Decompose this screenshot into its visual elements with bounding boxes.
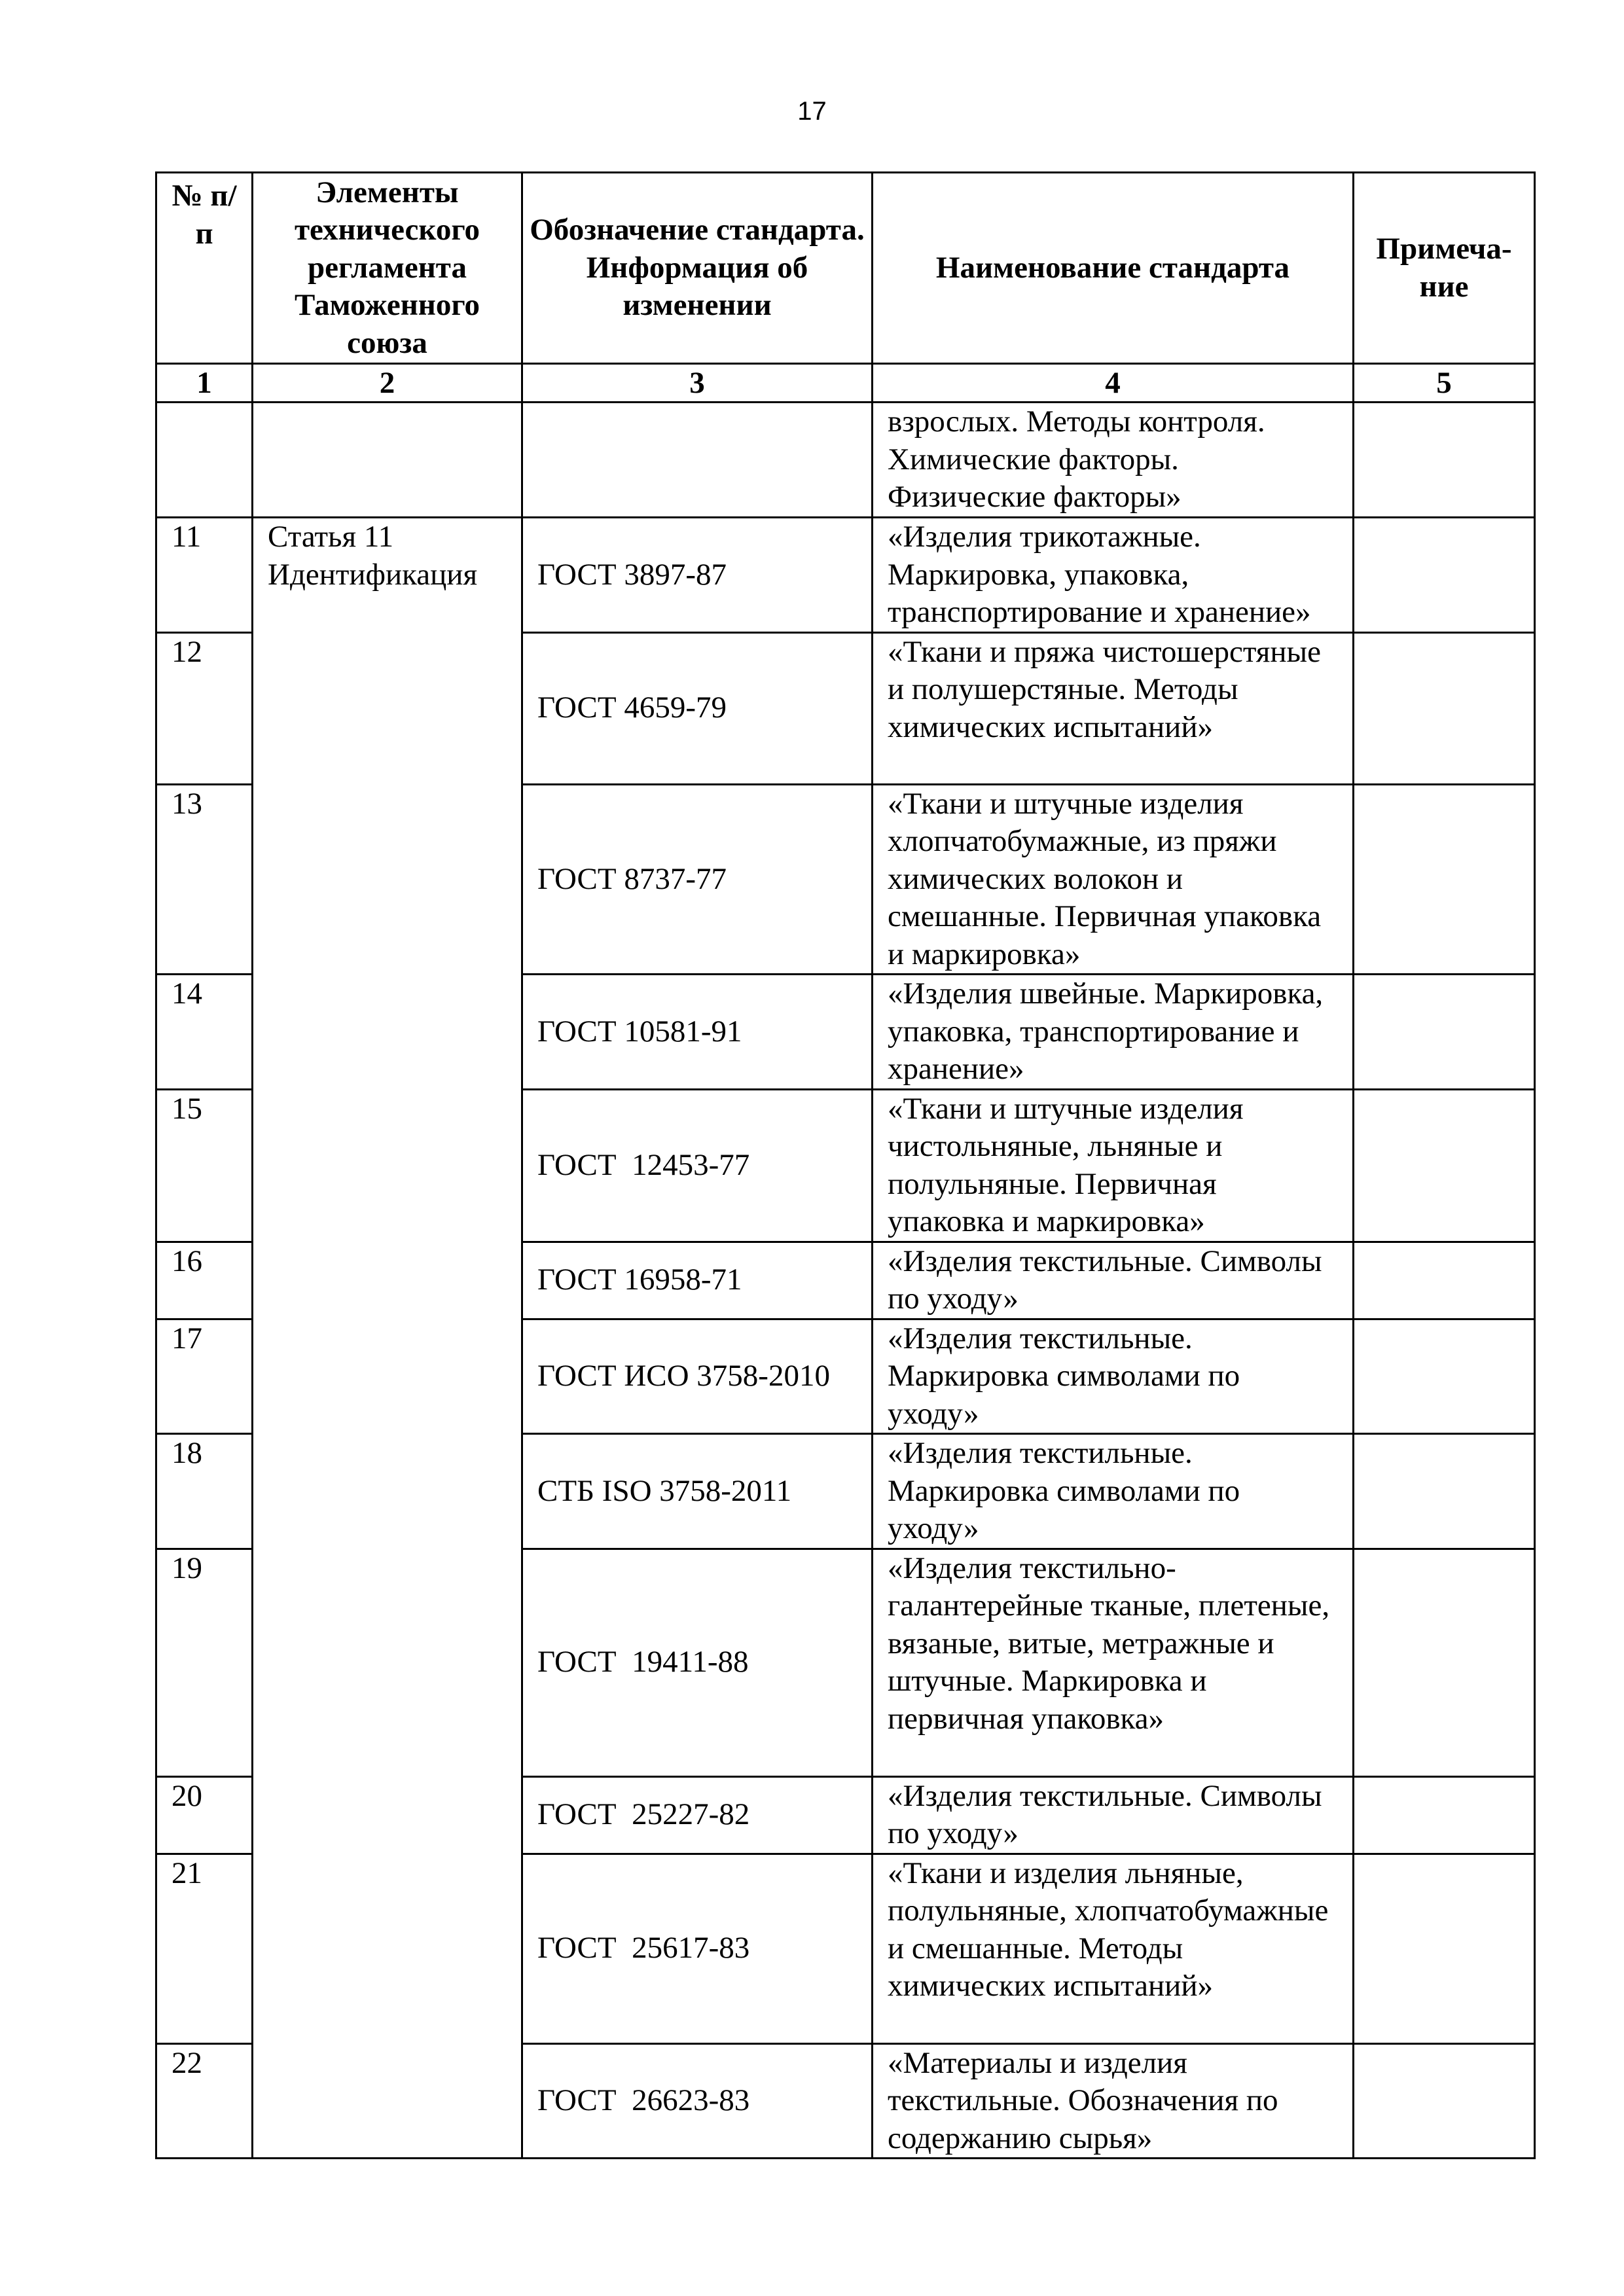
standard-name: «Изделия текстильно-галантерейные тканые, плетеные, вязаные, витые, метражные и штучные. Маркировка и первичная упаковка» bbox=[873, 1549, 1354, 1776]
row-number: 21 bbox=[156, 1854, 253, 2043]
row-number: 16 bbox=[156, 1242, 253, 1319]
note-cell bbox=[1354, 1776, 1535, 1854]
regulation-element: Статья 11 Идентификация bbox=[253, 518, 522, 2159]
note-cell bbox=[1354, 1549, 1535, 1776]
standards-table bbox=[155, 171, 1536, 2159]
standard-code: ГОСТ 3897-87 bbox=[522, 518, 873, 633]
note-cell bbox=[1354, 1089, 1535, 1242]
row-number: 17 bbox=[156, 1319, 253, 1434]
page-number: 17 bbox=[797, 97, 827, 126]
standard-name: «Ткани и изделия льняные, полульняные, хлопчатобумажные и смешанные. Методы химических испытаний» bbox=[873, 1854, 1354, 2043]
header-element: Элементы технического регламента Таможенного союза bbox=[253, 173, 522, 364]
continuation-row bbox=[156, 403, 1535, 518]
header-note: Примеча-ние bbox=[1354, 173, 1535, 364]
header-standard-name: Наименование стандарта bbox=[873, 173, 1354, 364]
note-cell bbox=[1354, 632, 1535, 784]
standard-code: ГОСТ 26623-83 bbox=[522, 2043, 873, 2159]
note-cell bbox=[1354, 2043, 1535, 2159]
note-cell bbox=[1354, 1434, 1535, 1549]
standard-name: «Изделия текстильные. Символы по уходу» bbox=[873, 1776, 1354, 1854]
row-number: 19 bbox=[156, 1549, 253, 1776]
row-number: 13 bbox=[156, 784, 253, 975]
row-number: 20 bbox=[156, 1776, 253, 1854]
table-row bbox=[156, 518, 1535, 633]
note-cell bbox=[1354, 784, 1535, 975]
row-number: 18 bbox=[156, 1434, 253, 1549]
header-number: № п/п bbox=[156, 173, 253, 364]
column-number: 5 bbox=[1354, 364, 1535, 403]
standard-code: ГОСТ 16958-71 bbox=[522, 1242, 873, 1319]
row-number: 14 bbox=[156, 975, 253, 1090]
note-cell bbox=[1354, 1242, 1535, 1319]
standard-name: «Ткани и штучные изделия хлопчатобумажные, из пряжи химических волокон и смешанные. Первичная упаковка и маркировка» bbox=[873, 784, 1354, 975]
column-number: 2 bbox=[253, 364, 522, 403]
row-number: 15 bbox=[156, 1089, 253, 1242]
note-cell bbox=[1354, 1319, 1535, 1434]
column-number: 3 bbox=[522, 364, 873, 403]
standard-name: «Ткани и пряжа чистошерстяные и полушерстяные. Методы химических испытаний» bbox=[873, 632, 1354, 784]
standard-code: ГОСТ 8737-77 bbox=[522, 784, 873, 975]
standard-code: ГОСТ 19411-88 bbox=[522, 1549, 873, 1776]
header-designation: Обозначение стандарта. Информация об изменении bbox=[522, 173, 873, 364]
row-number: 22 bbox=[156, 2043, 253, 2159]
standard-name: «Изделия текстильные. Маркировка символами по уходу» bbox=[873, 1319, 1354, 1434]
standard-name: «Изделия трикотажные. Маркировка, упаковка, транспортирование и хранение» bbox=[873, 518, 1354, 633]
standard-name: «Материалы и изделия текстильные. Обозначения по содержанию сырья» bbox=[873, 2043, 1354, 2159]
standard-code: ГОСТ 25617-83 bbox=[522, 1854, 873, 2043]
standard-code: ГОСТ 4659-79 bbox=[522, 632, 873, 784]
column-number-row bbox=[156, 364, 1535, 403]
column-number: 1 bbox=[156, 364, 253, 403]
standard-code: ГОСТ 25227-82 bbox=[522, 1776, 873, 1854]
standard-name-continuation: взрослых. Методы контроля. Химические факторы. Физические факторы» bbox=[873, 403, 1354, 518]
row-number: 11 bbox=[156, 518, 253, 633]
note-cell bbox=[1354, 975, 1535, 1090]
standard-name: «Изделия швейные. Маркировка, упаковка, транспортирование и хранение» bbox=[873, 975, 1354, 1090]
standard-name: «Изделия текстильные. Маркировка символами по уходу» bbox=[873, 1434, 1354, 1549]
standard-code: СТБ ISO 3758-2011 bbox=[522, 1434, 873, 1549]
standard-code: ГОСТ ИСО 3758-2010 bbox=[522, 1319, 873, 1434]
header-row bbox=[156, 173, 1535, 364]
row-number: 12 bbox=[156, 632, 253, 784]
column-number: 4 bbox=[873, 364, 1354, 403]
standard-code: ГОСТ 10581-91 bbox=[522, 975, 873, 1090]
standard-name: «Изделия текстильные. Символы по уходу» bbox=[873, 1242, 1354, 1319]
standard-code: ГОСТ 12453-77 bbox=[522, 1089, 873, 1242]
standard-name: «Ткани и штучные изделия чистольняные, льняные и полульняные. Первичная упаковка и маркировка» bbox=[873, 1089, 1354, 1242]
note-cell bbox=[1354, 1854, 1535, 2043]
note-cell bbox=[1354, 518, 1535, 633]
